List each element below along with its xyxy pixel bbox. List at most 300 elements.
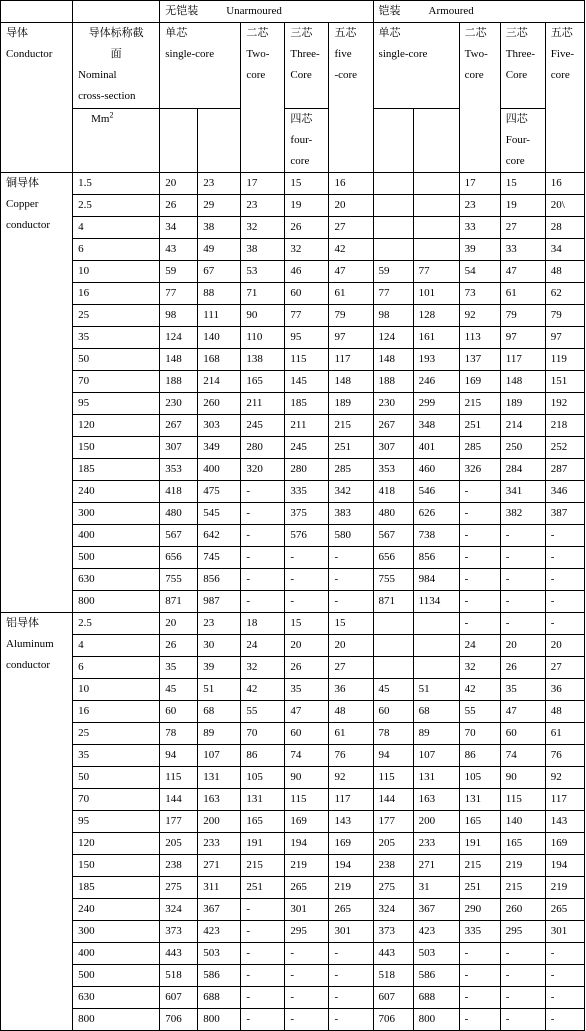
ampacity-cell: 26: [160, 195, 198, 217]
ampacity-cell: 77: [373, 283, 413, 305]
ampacity-cell: 78: [160, 723, 198, 745]
ampacity-cell: 303: [198, 415, 241, 437]
ampacity-cell: 115: [500, 789, 545, 811]
group-label-line: 铜导体: [6, 177, 39, 189]
ampacity-cell: 219: [545, 877, 584, 899]
ampacity-cell: 29: [198, 195, 241, 217]
ampacity-cell: 800: [198, 1009, 241, 1031]
ampacity-cell: 169: [285, 811, 329, 833]
ampacity-cell: 140: [500, 811, 545, 833]
ampacity-cell: 706: [160, 1009, 198, 1031]
ampacity-cell: 131: [413, 767, 459, 789]
ampacity-cell: 17: [241, 173, 285, 195]
table-row: [1, 415, 585, 437]
ampacity-cell: 382: [500, 503, 545, 525]
ampacity-cell: 238: [160, 855, 198, 877]
ampacity-cell: 169: [459, 371, 500, 393]
ampacity-cell: 418: [373, 481, 413, 503]
ampacity-cell: 177: [160, 811, 198, 833]
ampacity-cell: 219: [285, 855, 329, 877]
ampacity-cell: 60: [373, 701, 413, 723]
ampacity-cell: 33: [500, 239, 545, 261]
ampacity-cell: 341: [500, 481, 545, 503]
table-row: [1, 569, 585, 591]
ampacity-cell: 144: [160, 789, 198, 811]
cross-section-cell: 120: [73, 833, 160, 855]
cross-section-cell: 6: [73, 657, 160, 679]
a-two-header: [459, 23, 500, 173]
ampacity-cell: 20: [285, 635, 329, 657]
ua-single-en: single-core: [165, 48, 215, 60]
ampacity-cell: 86: [459, 745, 500, 767]
group-label-line: Copper: [6, 198, 39, 210]
ampacity-cell: 70: [241, 723, 285, 745]
ampacity-cell: 245: [285, 437, 329, 459]
ampacity-cell: 111: [198, 305, 241, 327]
unit-sup: 2: [109, 110, 114, 120]
ampacity-cell: 32: [241, 217, 285, 239]
ampacity-cell: 45: [160, 679, 198, 701]
ampacity-cell: 48: [545, 701, 584, 723]
ampacity-cell: 295: [285, 921, 329, 943]
ampacity-cell: 287: [545, 459, 584, 481]
ampacity-cell: 387: [545, 503, 584, 525]
ampacity-cell: 48: [329, 701, 373, 723]
ampacity-cell: 856: [413, 547, 459, 569]
table-body: [1, 1, 585, 1031]
ampacity-cell: 27: [545, 657, 584, 679]
ampacity-cell: 23: [198, 173, 241, 195]
ampacity-cell: 214: [198, 371, 241, 393]
ampacity-cell: 260: [500, 899, 545, 921]
ampacity-cell: 215: [459, 855, 500, 877]
ampacity-cell: 27: [329, 217, 373, 239]
ampacity-cell: -: [545, 525, 584, 547]
ampacity-cell: 301: [545, 921, 584, 943]
ampacity-cell: -: [241, 1009, 285, 1031]
ampacity-cell: 19: [285, 195, 329, 217]
ampacity-cell: 301: [285, 899, 329, 921]
ampacity-cell: 191: [459, 833, 500, 855]
ampacity-cell: 49: [198, 239, 241, 261]
ampacity-cell: 128: [413, 305, 459, 327]
ampacity-cell: 20: [545, 635, 584, 657]
ampacity-cell: -: [545, 613, 584, 635]
ampacity-cell: 460: [413, 459, 459, 481]
ampacity-cell: 311: [198, 877, 241, 899]
ampacity-cell: 307: [160, 437, 198, 459]
ua-four-en-1: four-: [290, 134, 313, 146]
cross-section-cell: 120: [73, 415, 160, 437]
ampacity-cell: 349: [198, 437, 241, 459]
ampacity-cell: -: [285, 591, 329, 613]
ua-three-header: [285, 23, 329, 109]
unarmoured-header: [160, 1, 373, 23]
ampacity-cell: 348: [413, 415, 459, 437]
ampacity-cell: [413, 217, 459, 239]
ampacity-cell: 245: [241, 415, 285, 437]
ampacity-cell: 503: [413, 943, 459, 965]
ampacity-cell: 45: [373, 679, 413, 701]
a-two-en-2: core: [464, 69, 484, 81]
ampacity-cell: 42: [329, 239, 373, 261]
unit-header: [73, 109, 160, 173]
ampacity-cell: 251: [241, 877, 285, 899]
ampacity-cell: 46: [285, 261, 329, 283]
ampacity-cell: 61: [329, 283, 373, 305]
ampacity-cell: -: [329, 965, 373, 987]
a-five-header: [545, 23, 584, 173]
ampacity-cell: 54: [459, 261, 500, 283]
ampacity-cell: 326: [459, 459, 500, 481]
ua-four-en-2: core: [290, 155, 310, 167]
ampacity-cell: 545: [198, 503, 241, 525]
a-four-en-2: core: [505, 155, 525, 167]
conductor-en: Conductor: [6, 48, 53, 60]
table-row: [1, 723, 585, 745]
ampacity-cell: [413, 657, 459, 679]
ua-four-header: [285, 109, 329, 173]
a-five-cn: 五芯: [550, 27, 573, 39]
ampacity-cell: 124: [160, 327, 198, 349]
ampacity-cell: 32: [241, 657, 285, 679]
ampacity-cell: -: [500, 569, 545, 591]
ampacity-cell: 28: [545, 217, 584, 239]
ampacity-cell: -: [241, 965, 285, 987]
ampacity-cell: 871: [373, 591, 413, 613]
ampacity-cell: -: [500, 987, 545, 1009]
ampacity-cell: 94: [373, 745, 413, 767]
ampacity-cell: 576: [285, 525, 329, 547]
armoured-cn: 铠装: [378, 5, 401, 17]
ampacity-cell: 86: [241, 745, 285, 767]
ampacity-cell: 165: [500, 833, 545, 855]
ampacity-cell: -: [459, 481, 500, 503]
cross-section-cell: 95: [73, 811, 160, 833]
ampacity-cell: -: [241, 547, 285, 569]
a-two-cn: 二芯: [464, 27, 487, 39]
ampacity-cell: 20: [160, 173, 198, 195]
a-single-subcell-2: [413, 109, 459, 173]
ampacity-cell: 34: [545, 239, 584, 261]
ampacity-cell: 443: [160, 943, 198, 965]
table-row: [1, 833, 585, 855]
ampacity-cell: -: [459, 591, 500, 613]
ampacity-cell: 219: [329, 877, 373, 899]
ampacity-cell: 260: [198, 393, 241, 415]
ampacity-cell: 53: [241, 261, 285, 283]
table-row: [1, 261, 585, 283]
ampacity-cell: 98: [373, 305, 413, 327]
ampacity-cell: 755: [373, 569, 413, 591]
ampacity-cell: 194: [285, 833, 329, 855]
cross-section-cn-1: 导体标称截: [88, 27, 144, 39]
table-row: [1, 503, 585, 525]
ampacity-cell: -: [459, 503, 500, 525]
ua-four-cn: 四芯: [290, 113, 313, 125]
ampacity-cell: 90: [500, 767, 545, 789]
ampacity-cell: 76: [545, 745, 584, 767]
ampacity-cell: 280: [241, 437, 285, 459]
ampacity-cell: 214: [500, 415, 545, 437]
cross-section-cell: 2.5: [73, 195, 160, 217]
ampacity-cell: 107: [413, 745, 459, 767]
ampacity-cell: 284: [500, 459, 545, 481]
a-three-header: [500, 23, 545, 109]
ampacity-cell: 115: [160, 767, 198, 789]
ampacity-cell: 230: [373, 393, 413, 415]
ampacity-cell: 115: [285, 789, 329, 811]
ampacity-cell: 215: [459, 393, 500, 415]
table-row: [1, 877, 585, 899]
ampacity-cell: 373: [373, 921, 413, 943]
a-single-header: [373, 23, 459, 109]
ampacity-cell: 200: [198, 811, 241, 833]
ampacity-cell: 755: [160, 569, 198, 591]
a-single-en: single-core: [378, 48, 428, 60]
ampacity-cell: 20\: [545, 195, 584, 217]
blank-corner-cell: [73, 1, 160, 23]
table-row: [1, 767, 585, 789]
ampacity-cell: 131: [459, 789, 500, 811]
ampacity-cell: 43: [160, 239, 198, 261]
ampacity-cell: 79: [545, 305, 584, 327]
ampacity-cell: 20: [160, 613, 198, 635]
ampacity-cell: 165: [241, 811, 285, 833]
ampacity-cell: 518: [373, 965, 413, 987]
group-label-line: Aluminum: [6, 638, 54, 650]
cross-section-cell: 150: [73, 855, 160, 877]
ampacity-cell: 42: [459, 679, 500, 701]
ampacity-cell: 211: [241, 393, 285, 415]
ampacity-cell: 251: [329, 437, 373, 459]
table-row: [1, 525, 585, 547]
cross-section-cell: 800: [73, 1009, 160, 1031]
ampacity-cell: 346: [545, 481, 584, 503]
ampacity-cell: 98: [160, 305, 198, 327]
ampacity-cell: 115: [285, 349, 329, 371]
cross-section-cell: 1.5: [73, 173, 160, 195]
ampacity-cell: 79: [500, 305, 545, 327]
ampacity-cell: 443: [373, 943, 413, 965]
ampacity-cell: 626: [413, 503, 459, 525]
ampacity-cell: -: [459, 569, 500, 591]
ampacity-cell: 23: [198, 613, 241, 635]
ampacity-cell: -: [329, 1009, 373, 1031]
ampacity-cell: 335: [459, 921, 500, 943]
table-row: [1, 745, 585, 767]
cross-section-cell: 95: [73, 393, 160, 415]
ampacity-cell: 59: [160, 261, 198, 283]
ampacity-cell: 26: [500, 657, 545, 679]
ampacity-cell: 113: [459, 327, 500, 349]
ampacity-cell: 92: [459, 305, 500, 327]
ampacity-cell: 607: [160, 987, 198, 1009]
ampacity-cell: 60: [285, 283, 329, 305]
ampacity-cell: 987: [198, 591, 241, 613]
ampacity-cell: 367: [198, 899, 241, 921]
ampacity-cell: -: [329, 987, 373, 1009]
ampacity-cell: 117: [545, 789, 584, 811]
ampacity-cell: 117: [500, 349, 545, 371]
ampacity-cell: 301: [329, 921, 373, 943]
ampacity-cell: 42: [241, 679, 285, 701]
ampacity-cell: -: [500, 965, 545, 987]
ampacity-cell: 77: [413, 261, 459, 283]
ampacity-cell: 215: [241, 855, 285, 877]
ampacity-cell: 39: [198, 657, 241, 679]
ampacity-cell: 140: [198, 327, 241, 349]
ampacity-cell: -: [285, 943, 329, 965]
ua-three-en-1: Three-: [290, 48, 320, 60]
cross-section-cell: 16: [73, 283, 160, 305]
ampacity-cell: 20: [329, 195, 373, 217]
ampacity-cell: 177: [373, 811, 413, 833]
ampacity-cell: [413, 239, 459, 261]
ua-single-cn: 单芯: [165, 27, 188, 39]
ampacity-cell: 68: [198, 701, 241, 723]
ampacity-cell: -: [329, 547, 373, 569]
ampacity-cell: 31: [413, 877, 459, 899]
ampacity-cell: 738: [413, 525, 459, 547]
ampacity-cell: -: [459, 547, 500, 569]
ampacity-cell: 251: [459, 415, 500, 437]
ampacity-cell: 271: [413, 855, 459, 877]
ua-two-cn: 二芯: [246, 27, 269, 39]
ampacity-cell: 211: [285, 415, 329, 437]
ampacity-cell: 165: [241, 371, 285, 393]
ampacity-cell: -: [285, 569, 329, 591]
ua-five-cn: 五芯: [334, 27, 357, 39]
ampacity-cell: -: [545, 987, 584, 1009]
ampacity-cell: 35: [500, 679, 545, 701]
cross-section-en-2: cross-section: [78, 90, 136, 102]
table-row: [1, 283, 585, 305]
ampacity-cell: 656: [160, 547, 198, 569]
ampacity-cell: 285: [329, 459, 373, 481]
ampacity-cell: 77: [160, 283, 198, 305]
table-row: [1, 789, 585, 811]
cross-section-cell: 300: [73, 503, 160, 525]
ampacity-cell: 47: [329, 261, 373, 283]
ampacity-cell: 188: [160, 371, 198, 393]
ampacity-cell: [373, 635, 413, 657]
ua-two-header: [241, 23, 285, 173]
ampacity-cell: 88: [198, 283, 241, 305]
cross-section-cell: 300: [73, 921, 160, 943]
ampacity-cell: 205: [160, 833, 198, 855]
ampacity-cell: 161: [413, 327, 459, 349]
ampacity-cell: 47: [285, 701, 329, 723]
ampacity-cell: 194: [545, 855, 584, 877]
ampacity-cell: 480: [160, 503, 198, 525]
ampacity-cell: 194: [329, 855, 373, 877]
ampacity-cell: 144: [373, 789, 413, 811]
ampacity-cell: 688: [198, 987, 241, 1009]
cross-section-cell: 630: [73, 987, 160, 1009]
ampacity-cell: 200: [413, 811, 459, 833]
ampacity-cell: -: [241, 899, 285, 921]
ampacity-cell: 275: [160, 877, 198, 899]
ampacity-cell: 250: [500, 437, 545, 459]
group-label-line: conductor: [6, 659, 50, 671]
table-row: [1, 613, 585, 635]
ampacity-cell: 137: [459, 349, 500, 371]
ampacity-cell: 117: [329, 349, 373, 371]
ampacity-cell: 800: [413, 1009, 459, 1031]
ampacity-cell: 324: [373, 899, 413, 921]
ampacity-cell: -: [241, 591, 285, 613]
ampacity-cell: 39: [459, 239, 500, 261]
ampacity-cell: 143: [329, 811, 373, 833]
cross-section-cell: 35: [73, 327, 160, 349]
ampacity-cell: 163: [198, 789, 241, 811]
ampacity-cell: -: [241, 503, 285, 525]
ampacity-cell: -: [545, 547, 584, 569]
ampacity-cell: 35: [160, 657, 198, 679]
ampacity-cell: 97: [500, 327, 545, 349]
group-label-line: conductor: [6, 219, 50, 231]
ampacity-cell: -: [241, 921, 285, 943]
ampacity-cell: 265: [329, 899, 373, 921]
ampacity-cell: 580: [329, 525, 373, 547]
ampacity-cell: 74: [500, 745, 545, 767]
ampacity-cell: 61: [329, 723, 373, 745]
ampacity-cell: -: [459, 613, 500, 635]
ampacity-cell: 251: [459, 877, 500, 899]
cross-section-cell: 25: [73, 305, 160, 327]
ampacity-cell: 233: [413, 833, 459, 855]
cross-section-cell: 185: [73, 877, 160, 899]
ampacity-cell: 23: [459, 195, 500, 217]
a-two-en-1: Two-: [464, 48, 488, 60]
table-row: [1, 811, 585, 833]
ampacity-cell: 418: [160, 481, 198, 503]
ampacity-cell: 89: [198, 723, 241, 745]
ampacity-cell: 20: [329, 635, 373, 657]
ua-five-header: [329, 23, 373, 173]
conductor-group-label: [1, 613, 73, 1031]
ampacity-cell: -: [500, 591, 545, 613]
ampacity-cell: 230: [160, 393, 198, 415]
ampacity-cell: 267: [160, 415, 198, 437]
ampacity-cell: 191: [241, 833, 285, 855]
ampacity-cell: 480: [373, 503, 413, 525]
ampacity-cell: 61: [545, 723, 584, 745]
ampacity-cell: 280: [285, 459, 329, 481]
ampacity-cell: 77: [285, 305, 329, 327]
table-row: [1, 679, 585, 701]
ampacity-cell: 688: [413, 987, 459, 1009]
table-row: [1, 591, 585, 613]
table-row: [1, 393, 585, 415]
ampacity-cell: 193: [413, 349, 459, 371]
ampacity-cell: 131: [198, 767, 241, 789]
ampacity-cell: 367: [413, 899, 459, 921]
ampacity-cell: 503: [198, 943, 241, 965]
ampacity-cell: 124: [373, 327, 413, 349]
ampacity-cell: 151: [545, 371, 584, 393]
ampacity-cell: 169: [329, 833, 373, 855]
ampacity-cell: 32: [459, 657, 500, 679]
ampacity-cell: 51: [198, 679, 241, 701]
table-row: [1, 217, 585, 239]
ampacity-cell: 24: [459, 635, 500, 657]
ampacity-cell: -: [241, 481, 285, 503]
ampacity-cell: 15: [285, 173, 329, 195]
table-row: [1, 965, 585, 987]
ampacity-cell: [373, 239, 413, 261]
